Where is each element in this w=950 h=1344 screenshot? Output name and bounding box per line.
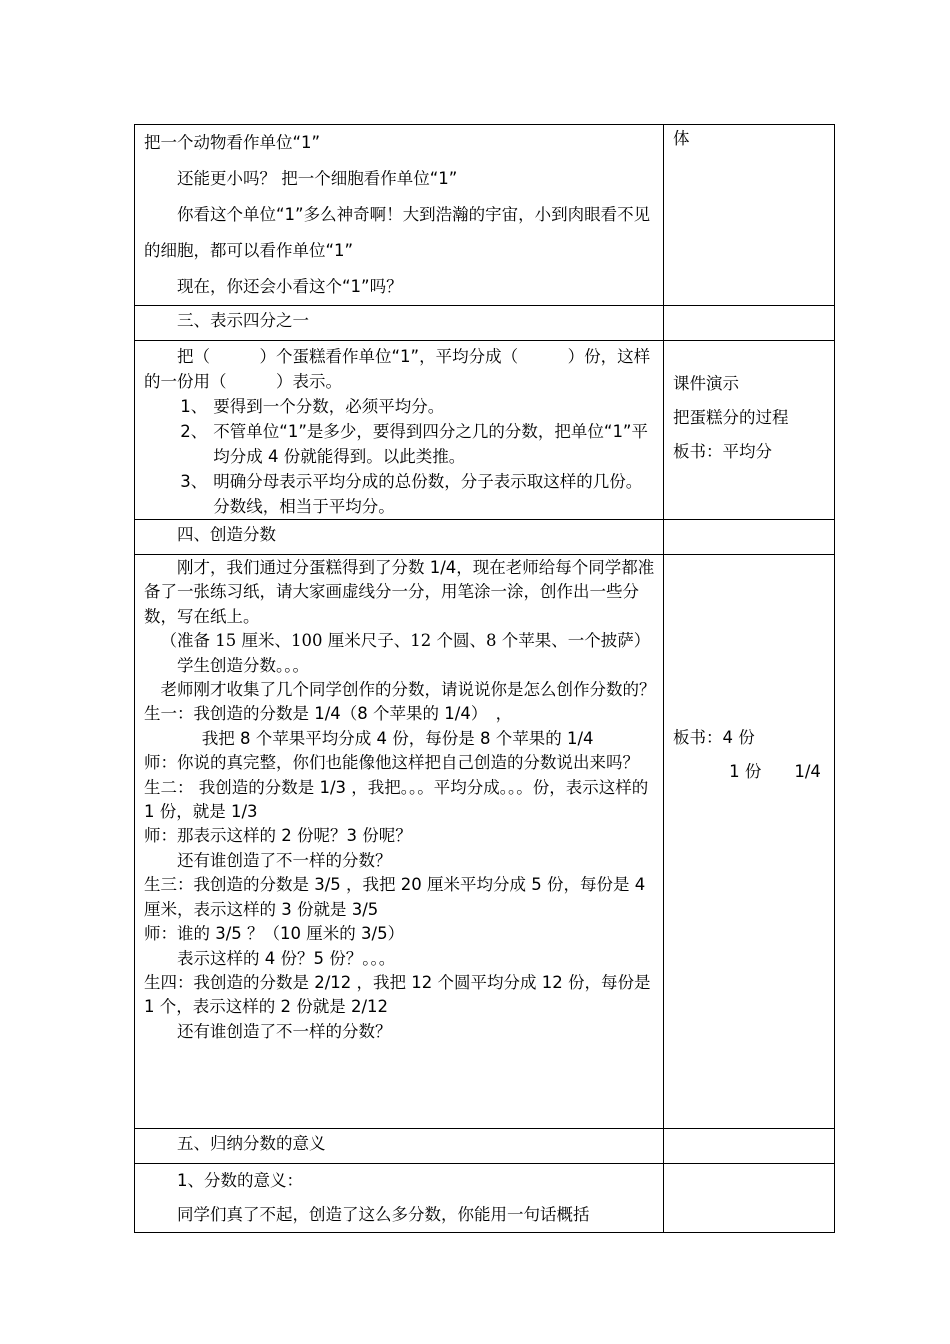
note: 把蛋糕分的过程 [673,408,789,427]
list-item [144,394,657,419]
paragraph: 表示这样的 4 份？5 份？。。。 [177,948,396,968]
notes-cell [664,341,835,520]
paragraph: 老师刚才收集了几个同学创作的分数，请说说你是怎么创作分数的？ [160,680,656,700]
table-row [135,555,835,1129]
paragraph: 师：那表示这样的 2 份呢？3 份呢？ [144,826,412,846]
note: 体 [673,129,690,148]
section-heading: 三、表示四分之一 [177,311,309,330]
paragraph: 我把 8 个苹果平均分成 4 份，每份是 8 个苹果的 1/4 [201,728,594,748]
table-row [135,520,835,555]
paragraph: 生二： 我创造的分数是 1/3 ，我把。。。平均分成。。。份，表示这样的 1 份，就是 1/3 [144,777,649,822]
section-heading: 五、归纳分数的意义 [177,1134,326,1153]
paragraph: 师：谁的 3/5 ？（10 厘米的 3/5） [144,924,405,944]
table-row [135,1164,835,1233]
paragraph: 学生创造分数。。。 [177,655,309,675]
notes-cell [664,125,835,306]
list-item [144,419,657,469]
list-number: 1、 [180,397,208,416]
main-cell [135,555,664,1129]
list-number: 2、 [180,422,208,441]
paragraph: 生三：我创造的分数是 3/5 ，我把 20 厘米平均分成 5 份，每份是 4 厘米，表示这样的 3 份就是 3/5 [144,875,646,919]
note: 板书：4 份 [673,728,755,747]
list-item [144,469,657,519]
paragraph: 还有谁创造了不一样的分数？ [177,1021,392,1041]
paragraph: 现在，你还会小看这个“1”吗？ [177,277,403,296]
paragraph: 生一：我创造的分数是 1/4（8 个苹果的 1/4） ， [144,704,513,724]
main-cell [135,306,664,341]
main-cell [135,1129,664,1164]
lesson-plan-table [134,124,835,1233]
notes-cell [664,520,835,555]
notes-cell [664,306,835,341]
paragraph: 你看这个单位“1”多么神奇啊！大到浩瀚的宇宙，小到肉眼看不见的细胞，都可以看作单位“1” [144,205,651,260]
paragraph: 刚才，我们通过分蛋糕得到了分数 1/4，现在老师给每个同学都准备了一张练习纸，请大家画虚线分一分，用笔涂一涂，创作出一些分数，写在纸上。 [144,558,655,626]
notes-cell [664,555,835,1129]
table-row [135,341,835,520]
notes-cell [664,1164,835,1233]
main-cell [135,1164,664,1233]
paragraph: 师：你说的真完整，你们也能像他这样把自己创造的分数说出来吗？ [144,753,639,773]
paragraph: （准备 15 厘米、100 厘米尺子、12 个圆、8 个苹果、一个披萨） [160,631,651,651]
paragraph: 还有谁创造了不一样的分数？ [177,850,392,870]
main-cell [135,125,664,306]
note: 课件演示 [673,374,739,393]
paragraph: 生四：我创造的分数是 2/12 ，我把 12 个圆平均分成 12 份，每份是 1 个，表示这样的 2 份就是 2/12 [144,972,651,1017]
main-cell [135,341,664,520]
list-number: 3、 [180,472,208,491]
paragraph: 1、分数的意义： [177,1171,303,1190]
paragraph: 把一个动物看作单位“1” [144,133,321,152]
list-text: 明确分母表示平均分成的总份数，分子表示取这样的几份。分数线，相当于平均分。 [213,472,643,516]
notes-cell [664,1129,835,1164]
paragraph: 还能更小吗？ 把一个细胞看作单位“1” [177,169,458,188]
list-text: 要得到一个分数，必须平均分。 [213,397,445,416]
note: 1 份 1/4 [729,762,821,781]
main-cell [135,520,664,555]
list-text: 不管单位“1”是多少，要得到四分之几的分数，把单位“1”平均分成 4 份就能得到。以此类推。 [213,422,648,466]
table-row [135,306,835,341]
section-heading: 四、创造分数 [177,525,276,544]
paragraph: 把（ ）个蛋糕看作单位“1”，平均分成（ ）份，这样的一份用（ ）表示。 [144,347,651,391]
note: 板书：平均分 [673,442,772,461]
table-row [135,1129,835,1164]
table-row [135,125,835,306]
paragraph: 同学们真了不起，创造了这么多分数，你能用一句话概括 [177,1205,590,1224]
